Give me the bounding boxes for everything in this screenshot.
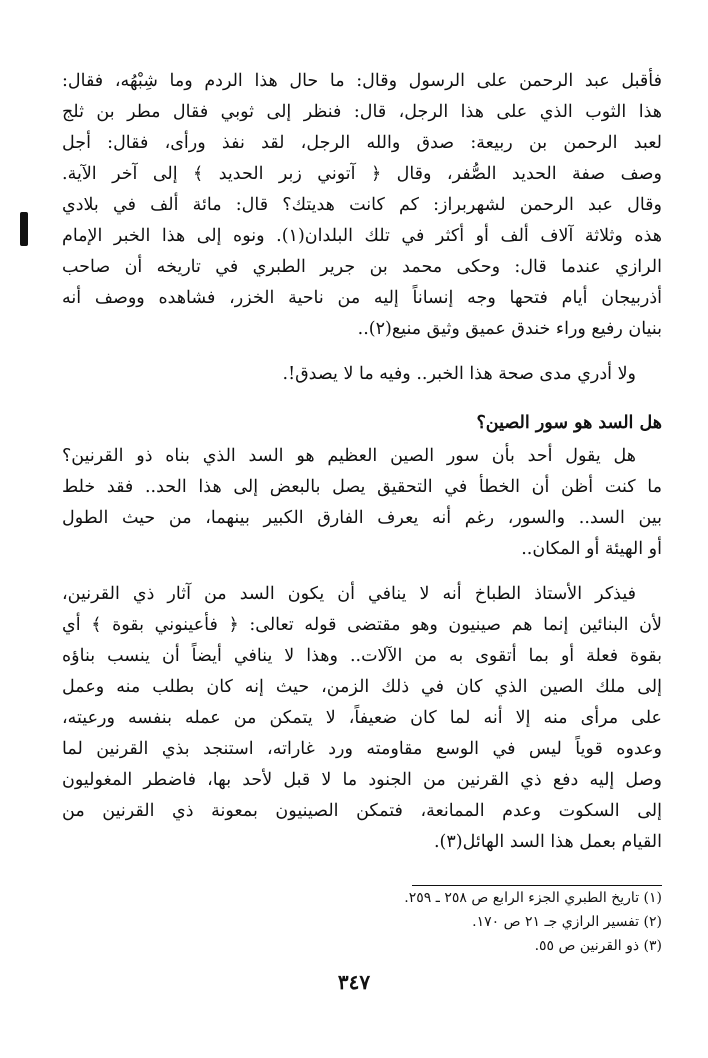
paragraph-1	[62, 66, 662, 345]
text-line: هذه وثلاثة آلاف ألف أو أكثر في تلك البلدان(١). ونوه إلى هذا الخبر الإمام	[62, 226, 662, 246]
text-line: فأقبل عبد الرحمن على الرسول وقال: ما حال هذا الردم وما شِبْهُه، فقال:	[62, 71, 662, 91]
margin-mark	[20, 212, 28, 246]
text-line: بنيان رفيع وراء خندق عميق وثيق منيع(٢)..	[357, 319, 662, 339]
page-body	[62, 66, 662, 858]
text-line: أذربيجان أيام فتحها وجه إنساناً إليه من ناحية الخزر، فشاهده ووصف أنه	[62, 288, 662, 308]
section-heading: هل السد هو سور الصين؟	[476, 413, 662, 433]
text-line: وصل إليه دفع ذي القرنين من الجنود ما لا قبل لأحد بها، فاضطر المغوليون	[62, 770, 662, 790]
text-line: أو الهيئة أو المكان..	[521, 539, 662, 559]
text-line: بين السد.. والسور، رغم أنه يعرف الفارق الكبير بينهما، من حيث الطول	[62, 508, 662, 528]
text-line: وقال عبد الرحمن لشهربراز: كم كانت هديتك؟ قال: مائة ألف في بلادي	[62, 195, 662, 215]
text-line: الرازي عندما قال: وحكى محمد بن جرير الطبري في تاريخه أن صاحب	[62, 257, 662, 277]
text-line: بقوة فعلة أو بما أتقوى به من الآلات.. وهذا لا ينافي أيضاً أن ينسب بناؤه	[62, 646, 662, 666]
text-line: لأن البنائين إنما هم صينيون وهو مقتضى قوله تعالى: ﴿ فأعينوني بقوة ﴾ أي	[62, 615, 662, 635]
text-line: إلى ملك الصين الذي كان في ذلك الزمن، حيث إنه كان بطلب منه وعمل	[62, 677, 662, 697]
paragraph-4	[62, 579, 662, 858]
paragraph-3	[62, 441, 662, 565]
paragraph-gap	[62, 390, 662, 404]
text-line: هذا الثوب الذي على هذا الرجل، قال: فنظر إلى ثوبي فقال مطر بن ثلج	[62, 102, 662, 122]
footnote: (٣) ذو القرنين ص ٥٥.	[534, 938, 662, 954]
footnotes	[62, 885, 662, 958]
footnote: (١) تاريخ الطبري الجزء الرابع ص ٢٥٨ ـ ٢٥٩.	[404, 890, 662, 906]
text-line: لعبد الرحمن بن ربيعة: صدق والله الرجل، لقد نفذ ورأى، فقال: أجل	[62, 133, 662, 153]
paragraph-gap	[62, 565, 662, 579]
text-line: وصف صفة الحديد الصُّفر، وقال ﴿ آتوني زبر الحديد ﴾ إلى آخر الآية.	[62, 164, 662, 184]
text-line: وعدوه قوياً ليس في الوسع مقاومته ورد غاراته، استنجد بذي القرنين لما	[62, 739, 662, 759]
text-line: القيام بعمل هذا السد الهائل(٣).	[433, 832, 662, 852]
text-line: هل يقول أحد بأن سور الصين العظيم هو السد الذي بناه ذو القرنين؟	[62, 446, 636, 466]
text-line: على مرأى منه إلا أنه لما كان ضعيفاً، لا يتمكن من عمله بنفسه ورعيته،	[62, 708, 662, 728]
text-line: ما كنت أظن أن الخطأ في التحقيق يصل بالبعض إلى هذا الحد.. فقد خلط	[62, 477, 662, 497]
paragraph-2	[62, 359, 662, 390]
page-number: ٣٤٧	[337, 970, 371, 994]
text-line: فيذكر الأستاذ الطباخ أنه لا ينافي أن يكون السد من آثار ذي القرنين،	[62, 584, 636, 604]
paragraph-gap	[62, 345, 662, 359]
footnote: (٢) تفسير الرازي جـ ٢١ ص ١٧٠.	[472, 914, 662, 930]
text-line: ولا أدري مدى صحة هذا الخبر.. وفيه ما لا يصدق!.	[282, 364, 636, 384]
text-line: إلى السكوت وعدم الممانعة، فتمكن الصينيون بمعونة ذي القرنين من	[62, 801, 662, 821]
